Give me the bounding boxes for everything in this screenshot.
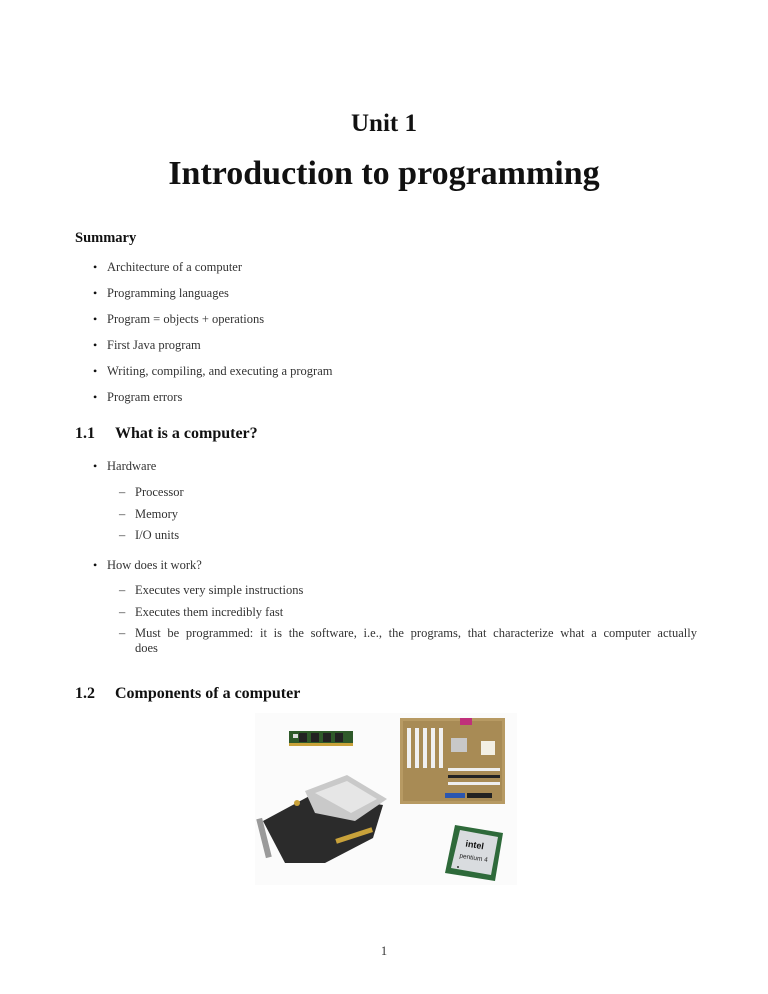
dash-icon: – <box>119 485 126 499</box>
components-figure <box>255 713 517 885</box>
cpu-icon <box>445 825 503 881</box>
dash-icon: – <box>119 583 126 597</box>
page-title: Introduction to programming <box>168 155 600 192</box>
dash-icon: – <box>119 604 126 619</box>
bullet-icon: • <box>93 459 98 473</box>
section-1-1-list-2 <box>93 558 202 573</box>
list-item: • Program = objects + operations <box>93 312 265 326</box>
page-number: 1 <box>380 944 388 958</box>
bullet-icon: • <box>93 558 98 572</box>
list-item: – Processor <box>119 485 184 499</box>
how-it-works-sublist <box>119 583 697 656</box>
list-item: • First Java program <box>93 338 201 352</box>
list-item: – Memory <box>119 506 179 521</box>
list-item: – Executes them incredibly fast <box>119 604 284 619</box>
section-heading-1-1: 1.1 What is a computer? <box>75 425 258 442</box>
list-item: • How does it work? <box>93 558 202 572</box>
computer-components-illustration <box>255 713 517 885</box>
bullet-icon: • <box>93 338 98 352</box>
svg-text:pentium 4: pentium 4 <box>458 852 489 864</box>
memory-module-icon <box>289 731 353 746</box>
dash-icon: – <box>119 506 126 521</box>
bullet-icon: • <box>93 390 98 404</box>
list-item: • Programming languages <box>93 286 229 300</box>
list-item: – Must be programmed: it is the software, i.e., the programs, that characterize what a computer actually does <box>119 626 697 655</box>
svg-text:intel: intel <box>464 838 485 852</box>
summary-list <box>93 260 333 416</box>
dash-icon: – <box>119 626 126 640</box>
list-item: • Hardware <box>93 459 157 473</box>
dash-icon: – <box>119 528 126 542</box>
unit-label: Unit 1 <box>351 110 417 137</box>
list-item: • Writing, compiling, and executing a program <box>93 364 333 378</box>
section-heading-1-2: 1.2 Components of a computer <box>75 685 301 702</box>
graphics-card-icon <box>256 775 387 863</box>
bullet-icon: • <box>93 260 98 274</box>
section-1-1-list <box>93 459 157 484</box>
list-item: – Executes very simple instructions <box>119 583 304 597</box>
bullet-icon: • <box>93 312 98 326</box>
list-item: • Architecture of a computer <box>93 260 243 274</box>
bullet-icon: • <box>93 286 98 300</box>
list-item: • Program errors <box>93 390 183 404</box>
list-item: – I/O units <box>119 528 180 542</box>
bullet-icon: • <box>93 364 98 378</box>
hardware-sublist <box>119 485 184 550</box>
motherboard-icon <box>400 718 505 804</box>
summary-heading: Summary <box>75 230 137 246</box>
